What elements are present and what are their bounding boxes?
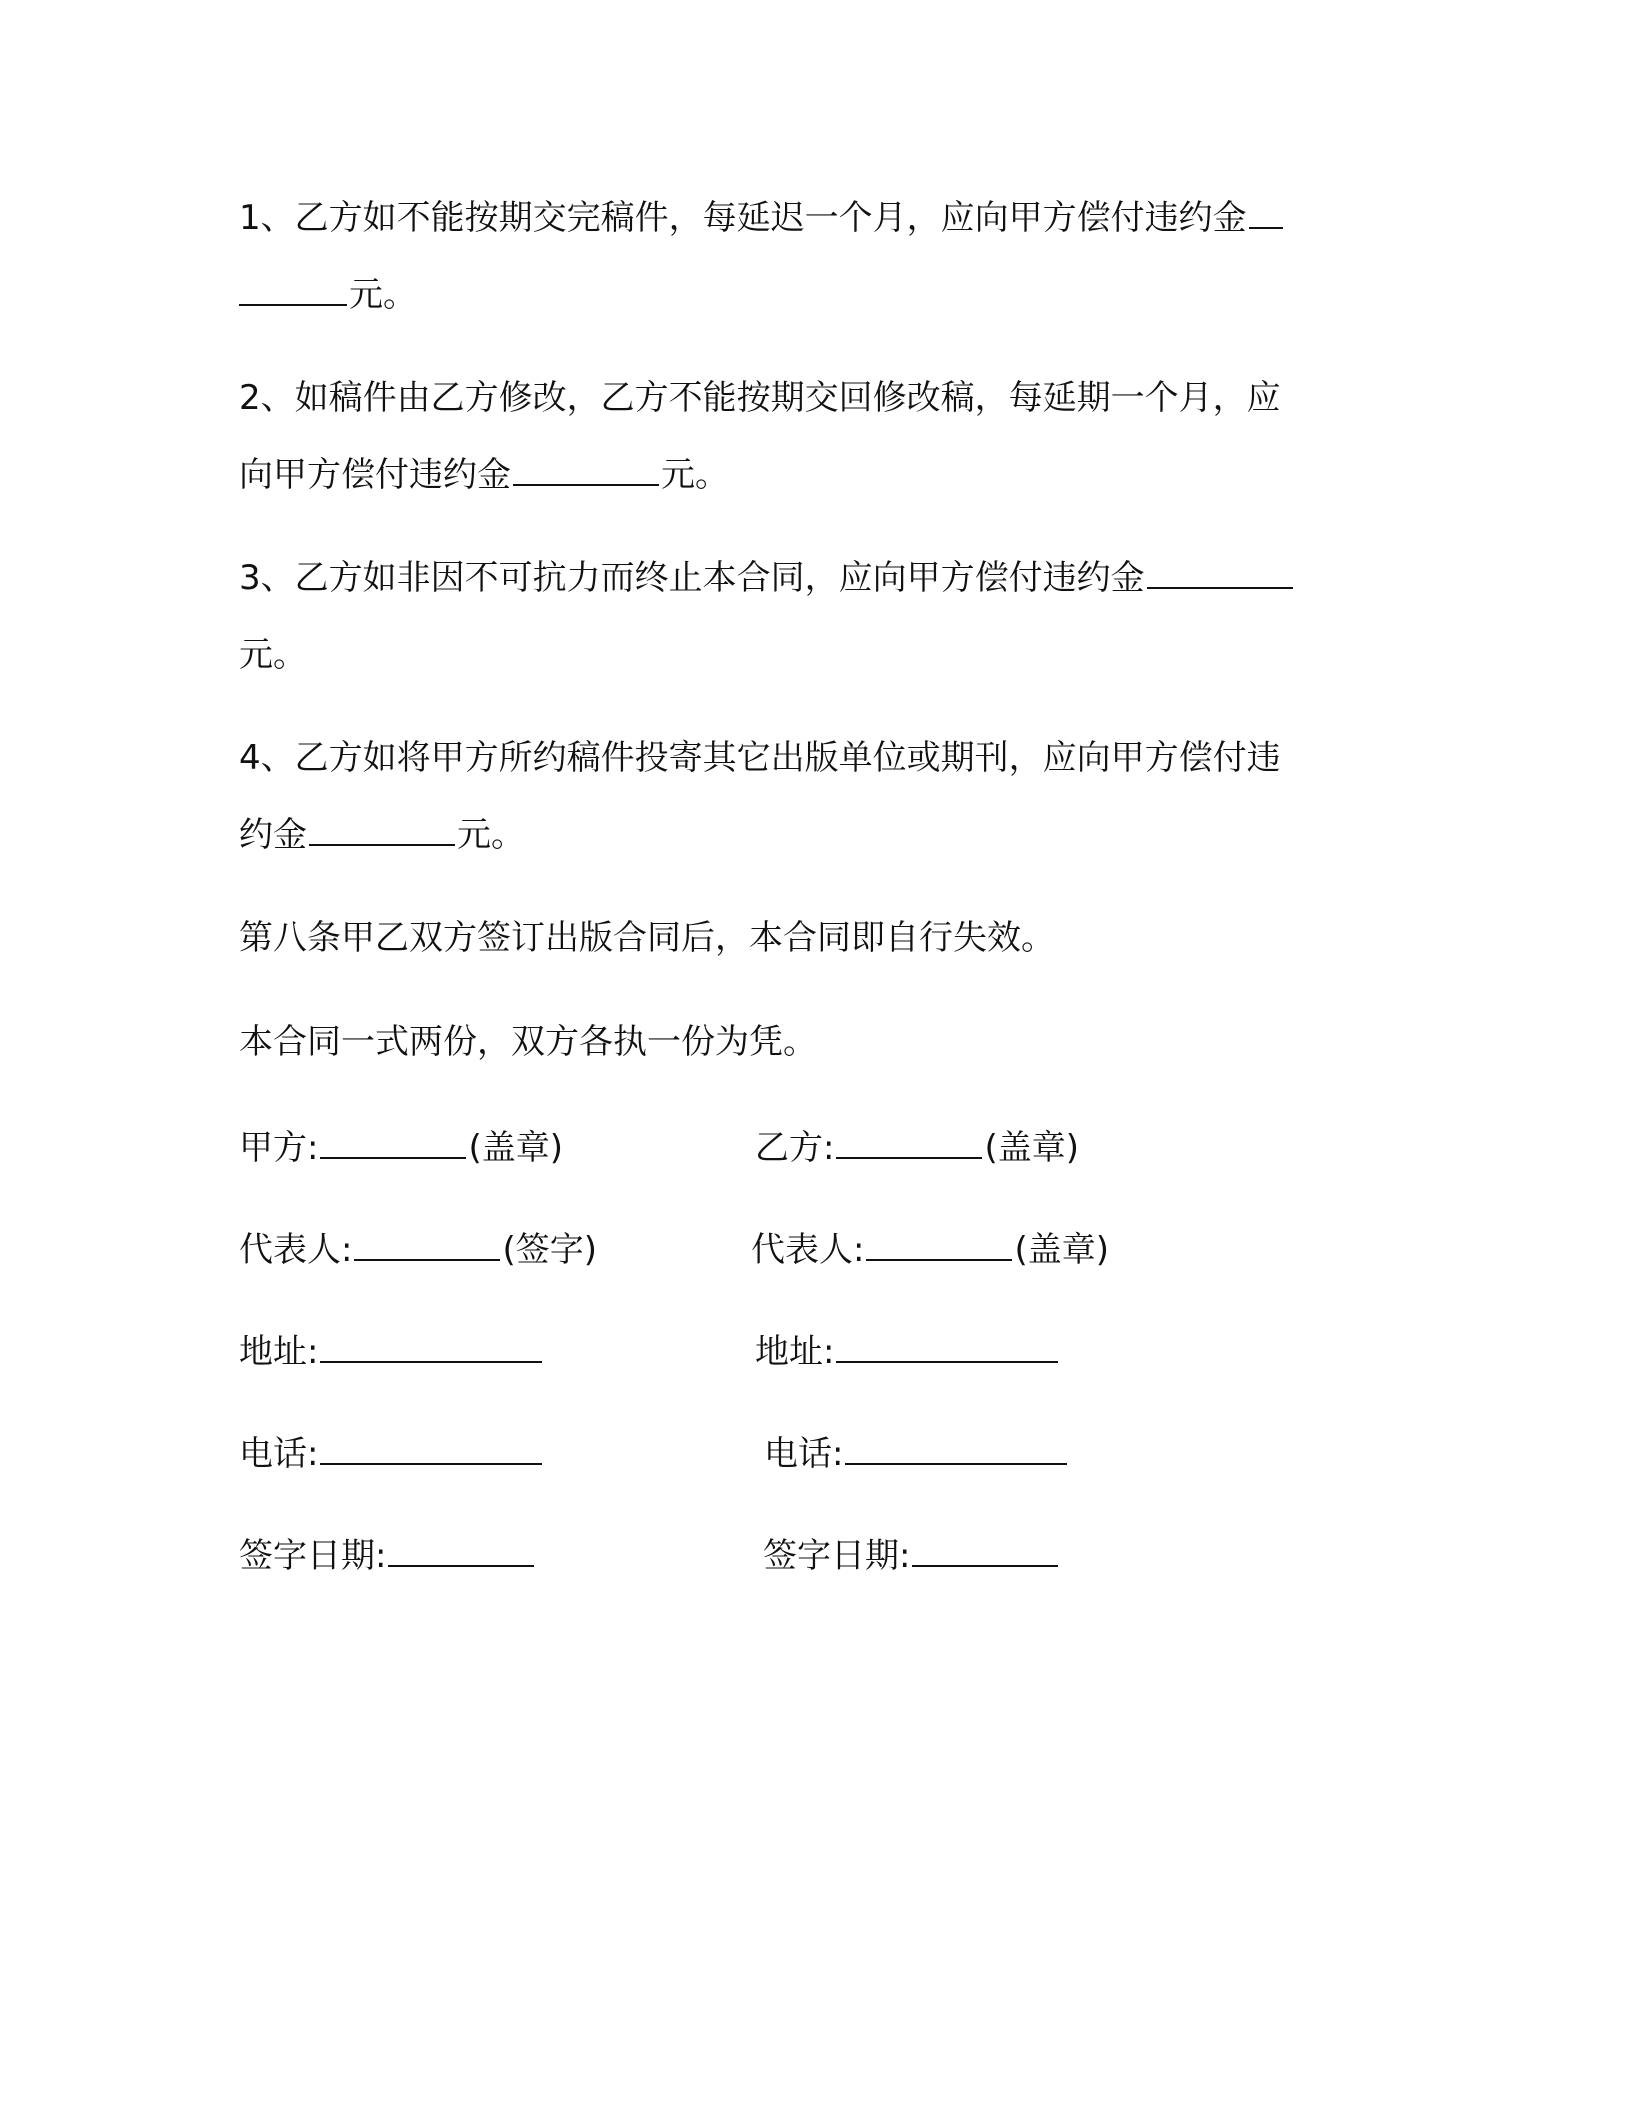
party-b-phone-blank xyxy=(845,1435,1067,1465)
clause-4-suffix: 元。 xyxy=(457,815,525,855)
party-a-rep-row xyxy=(239,1228,597,1272)
clause-2-prefix: 向甲方偿付违约金 xyxy=(239,455,511,495)
clause-2-blank xyxy=(513,456,659,486)
clause-3-line-2: 元。 xyxy=(239,635,307,675)
clause-3 xyxy=(239,540,1379,694)
clause-4-prefix: 约金 xyxy=(239,815,307,855)
copies-text: 本合同一式两份，双方各执一份为凭。 xyxy=(239,1022,817,1062)
party-b-row xyxy=(755,1126,1079,1170)
party-a-label: 甲方: xyxy=(239,1128,319,1168)
party-a-date-row xyxy=(239,1534,536,1578)
clause-1 xyxy=(239,180,1379,334)
article-8-text: 第八条甲乙双方签订出版合同后，本合同即自行失效。 xyxy=(239,918,1055,958)
clause-2 xyxy=(239,360,1379,514)
party-a-rep-label: 代表人: xyxy=(239,1230,353,1270)
party-b-date-row xyxy=(763,1534,1060,1578)
clause-4-blank xyxy=(309,816,455,846)
party-a-phone-row xyxy=(239,1432,544,1476)
party-a-rep-blank xyxy=(354,1231,500,1261)
party-a-date-blank xyxy=(388,1537,534,1567)
party-b-address-blank xyxy=(836,1333,1058,1363)
clause-1-line-2 xyxy=(239,257,1379,334)
party-b-rep-blank xyxy=(866,1231,1012,1261)
clause-1-suffix: 元。 xyxy=(349,275,417,315)
clause-2-line-2 xyxy=(239,437,1379,514)
article-8 xyxy=(239,900,1379,977)
clause-3-line-1 xyxy=(239,540,1379,617)
party-b-address-row xyxy=(755,1330,1060,1374)
clause-2-line-1: 2、如稿件由乙方修改，乙方不能按期交回修改稿，每延期一个月，应 xyxy=(239,378,1281,418)
party-b-date-blank xyxy=(912,1537,1058,1567)
party-b-phone-row xyxy=(764,1432,1069,1476)
clause-4-line-1: 4、乙方如将甲方所约稿件投寄其它出版单位或期刊，应向甲方偿付违 xyxy=(239,738,1281,778)
party-b-rep-label: 代表人: xyxy=(751,1230,865,1270)
party-b-date-label: 签字日期: xyxy=(763,1536,911,1576)
clause-2-suffix: 元。 xyxy=(661,455,729,495)
clause-3-blank xyxy=(1147,559,1293,589)
clause-1-blank-a xyxy=(1249,199,1283,229)
party-a-phone-blank xyxy=(320,1435,542,1465)
copies-statement xyxy=(239,1004,1379,1081)
clause-3-text: 3、乙方如非因不可抗力而终止本合同，应向甲方偿付违约金 xyxy=(239,558,1145,598)
clause-1-text: 1、乙方如不能按期交完稿件，每延迟一个月，应向甲方偿付违约金 xyxy=(239,198,1247,238)
party-a-blank xyxy=(320,1129,466,1159)
clause-4-line-2 xyxy=(239,797,1379,874)
clause-1-blank-b xyxy=(239,276,347,306)
party-a-address-label: 地址: xyxy=(239,1332,319,1372)
party-a-address-row xyxy=(239,1330,544,1374)
party-a-row xyxy=(239,1126,563,1170)
party-b-address-label: 地址: xyxy=(755,1332,835,1372)
clause-4 xyxy=(239,720,1379,874)
party-b-phone-label: 电话: xyxy=(764,1434,844,1474)
party-a-phone-label: 电话: xyxy=(239,1434,319,1474)
party-a-rep-note: (签字) xyxy=(502,1230,597,1270)
clause-1-line-1 xyxy=(239,180,1379,257)
party-b-label: 乙方: xyxy=(755,1128,835,1168)
party-b-rep-row xyxy=(751,1228,1109,1272)
party-a-address-blank xyxy=(320,1333,542,1363)
party-a-date-label: 签字日期: xyxy=(239,1536,387,1576)
party-b-blank xyxy=(836,1129,982,1159)
party-b-note: (盖章) xyxy=(984,1128,1079,1168)
party-b-rep-note: (盖章) xyxy=(1014,1230,1109,1270)
party-a-note: (盖章) xyxy=(468,1128,563,1168)
